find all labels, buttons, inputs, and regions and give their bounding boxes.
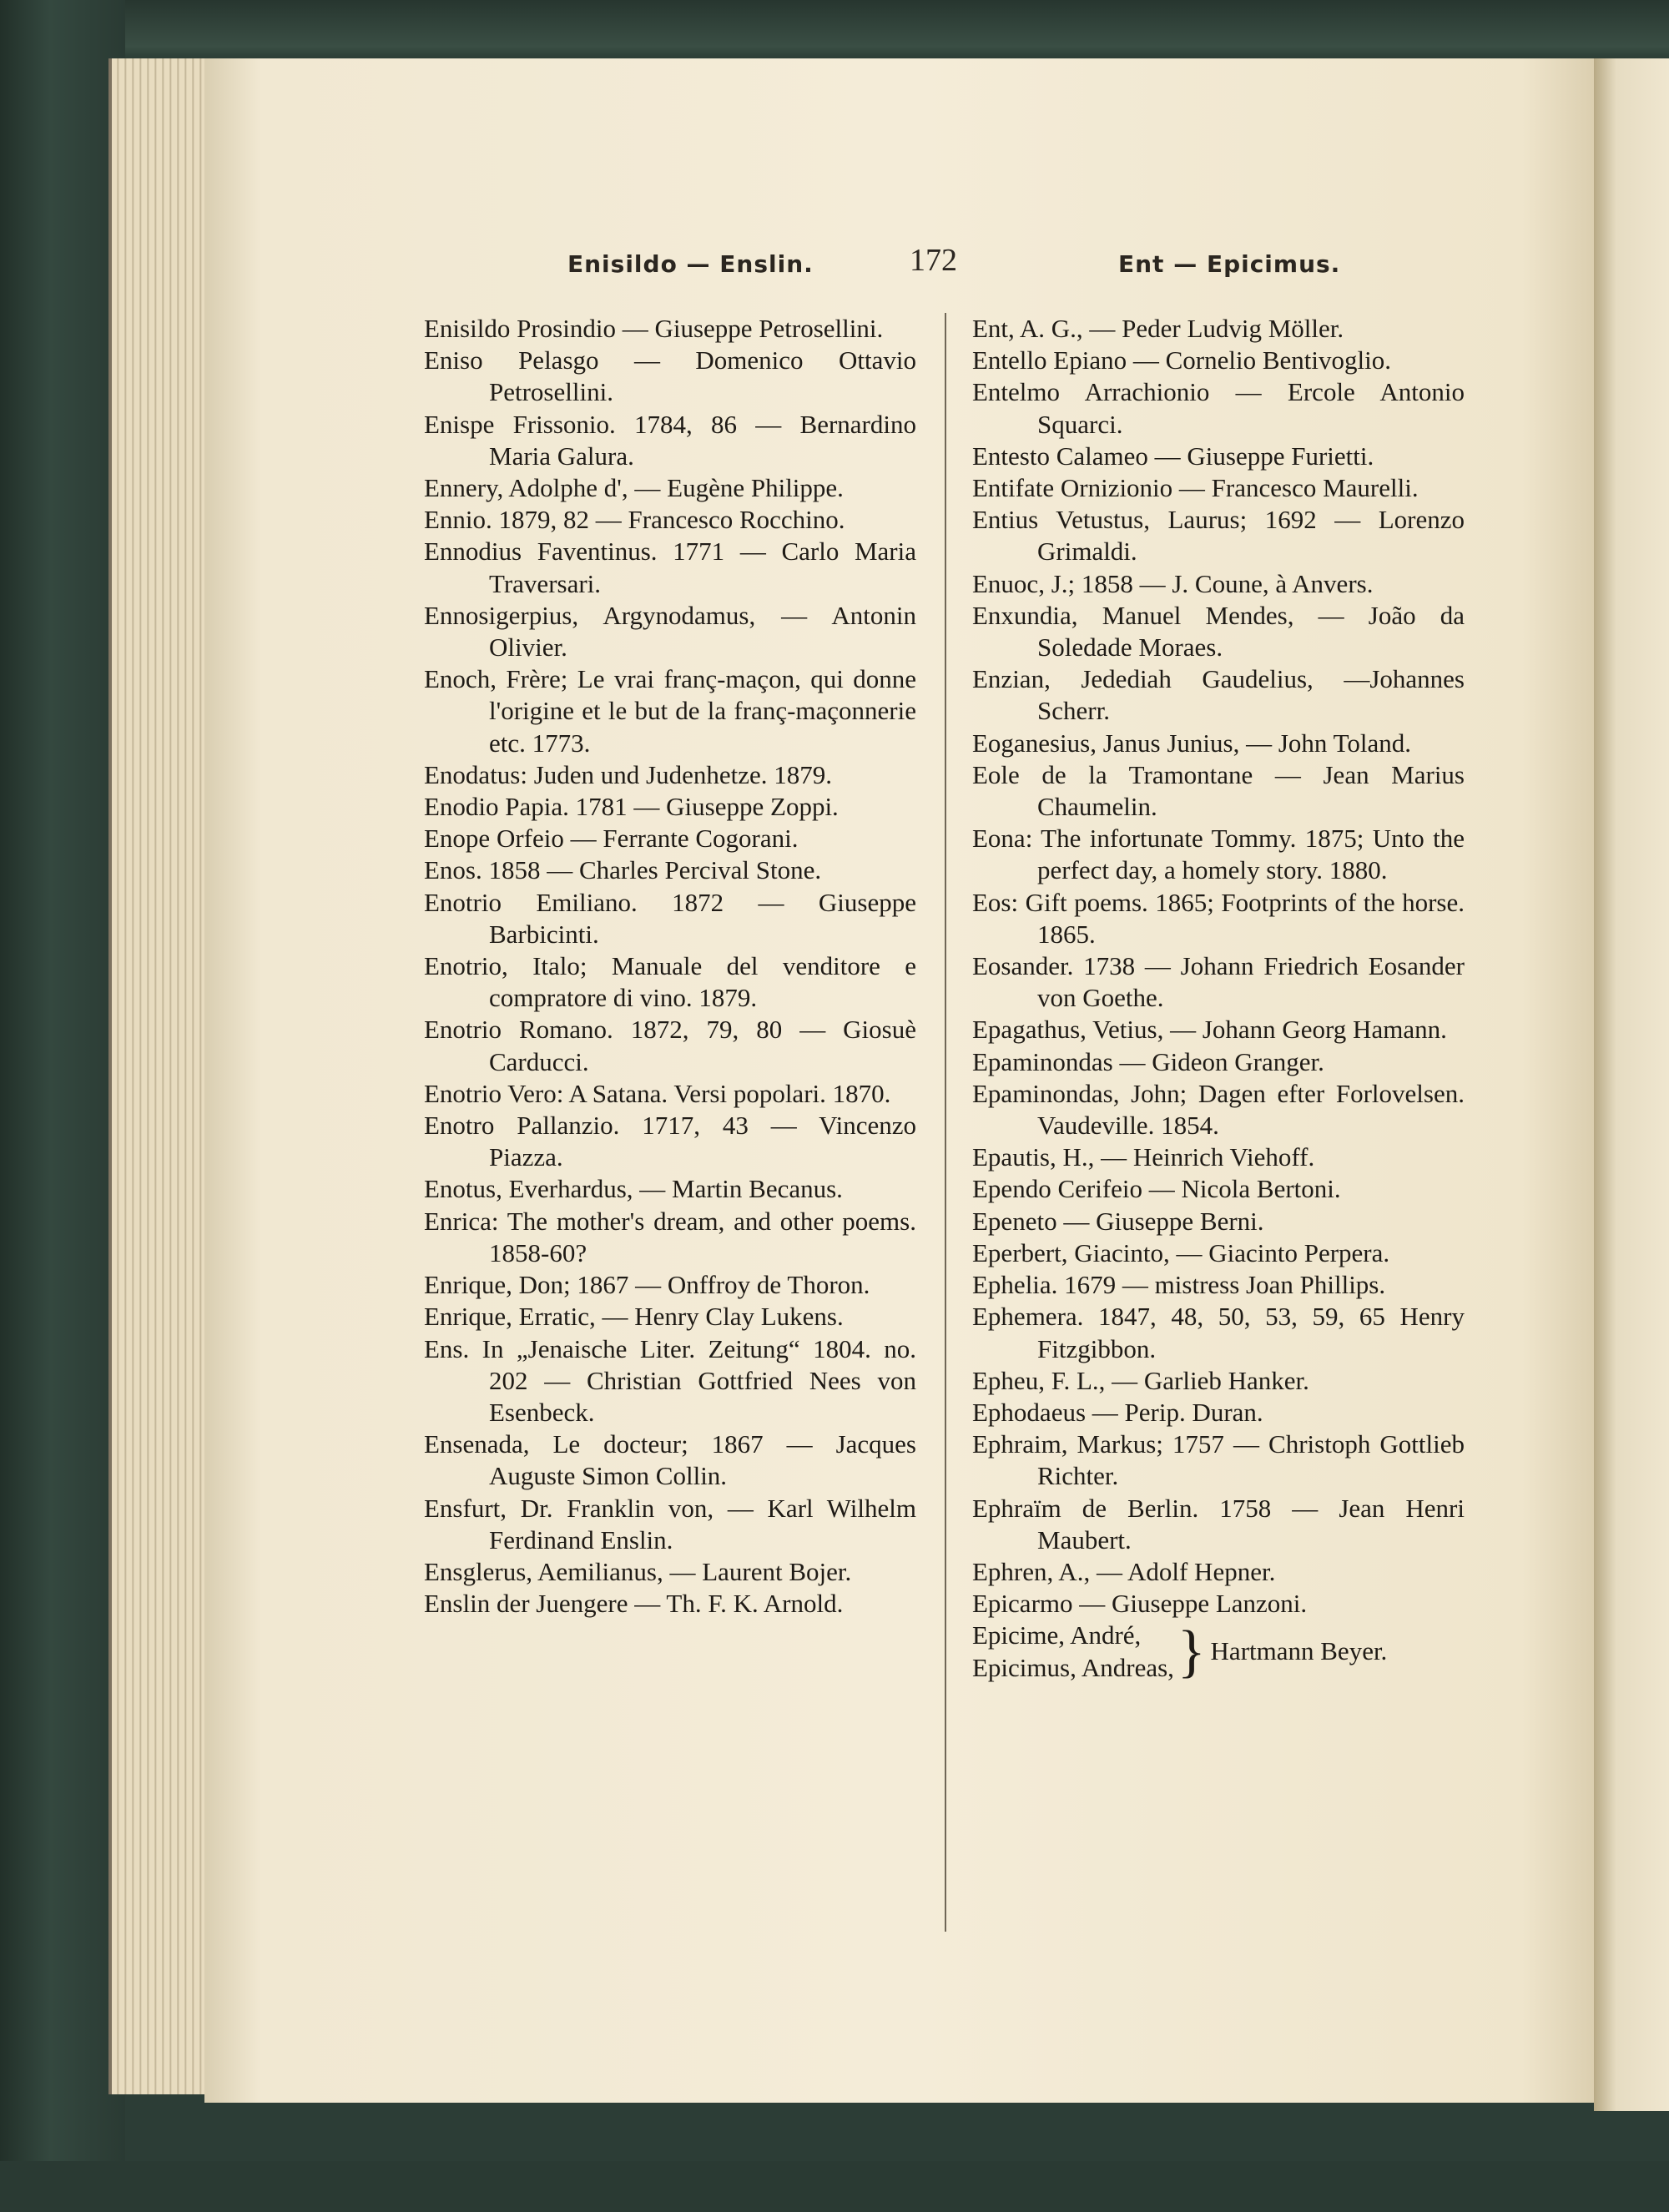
index-entry: Ephraïm de Berlin. 1758 — Jean Henri Maubert.	[972, 1493, 1465, 1554]
index-entry: Enrica: The mother's dream, and other poems. 1858-60?	[424, 1206, 916, 1267]
index-entry: Ensenada, Le docteur; 1867 — Jacques Auguste Simon Collin.	[424, 1429, 916, 1491]
index-entry: Epaminondas — Gideon Granger.	[972, 1046, 1324, 1076]
index-entry: Enispe Frissonio. 1784, 86 — Bernardino Maria Galura.	[424, 409, 916, 471]
index-entry: Epaminondas, John; Dagen efter Forlovelsen. Vaudeville. 1854.	[972, 1078, 1465, 1141]
index-entry: Ependo Cerifeio — Nicola Bertoni.	[972, 1174, 1341, 1204]
index-entry: Ent, A. G., — Peder Ludvig Möller.	[972, 314, 1344, 343]
book-cover-top	[0, 0, 1669, 58]
index-entry: Epautis, H., — Heinrich Viehoff.	[972, 1142, 1315, 1172]
index-entry: Eosander. 1738 — Johann Friedrich Eosander von Goethe.	[972, 951, 1465, 1013]
index-entry: Ephren, A., — Adolf Hepner.	[972, 1556, 1276, 1586]
pseudonym-entry: Epicimus, Andreas,	[972, 1652, 1174, 1682]
index-entry: Entello Epiano — Cornelio Bentivoglio.	[972, 345, 1391, 375]
index-entry: Enzian, Jedediah Gaudelius, —Johannes Scherr.	[972, 664, 1465, 726]
book-cover-left	[0, 0, 125, 2212]
index-entry: Entelmo Arrachionio — Ercole Antonio Squarci.	[972, 377, 1465, 439]
index-entry: Eona: The infortunate Tommy. 1875; Unto the perfect day, a homely story. 1880.	[972, 824, 1465, 885]
index-entry: Enisildo Prosindio — Giuseppe Petrosellini.	[424, 314, 884, 343]
author-name: Hartmann Beyer.	[1210, 1636, 1388, 1666]
index-entry: Enodio Papia. 1781 — Giuseppe Zoppi.	[424, 792, 839, 822]
index-entry: Enotrio, Italo; Manuale del venditore e compratore di vino. 1879.	[424, 951, 916, 1013]
index-entry: Enxundia, Manuel Mendes, — João da Soledade Moraes.	[972, 600, 1465, 663]
page-number: 172	[910, 243, 957, 278]
index-entry: Eos: Gift poems. 1865; Footprints of the horse. 1865.	[972, 887, 1465, 949]
index-entry: Entius Vetustus, Laurus; 1692 — Lorenzo Grimaldi.	[972, 505, 1465, 567]
final-entry-group	[972, 1620, 1465, 1683]
index-entry: Ennio. 1879, 82 — Francesco Rocchino.	[424, 505, 845, 535]
right-column	[972, 313, 1465, 1684]
left-column	[424, 313, 916, 1620]
index-entry: Ephodaeus — Perip. Duran.	[972, 1397, 1263, 1427]
index-entry: Ennosigerpius, Argynodamus, — Antonin Olivier.	[424, 600, 916, 663]
index-entry: Enotrio Romano. 1872, 79, 80 — Giosuè Carducci.	[424, 1015, 916, 1076]
index-entry: Epagathus, Vetius, — Johann Georg Hamann.	[972, 1015, 1447, 1045]
index-entry: Enuoc, J.; 1858 — J. Coune, à Anvers.	[972, 568, 1374, 598]
index-entry: Epheu, F. L., — Garlieb Hanker.	[972, 1365, 1309, 1395]
index-entry: Entesto Calameo — Giuseppe Furietti.	[972, 441, 1374, 471]
index-entry: Enope Orfeio — Ferrante Cogorani.	[424, 824, 799, 854]
index-entry: Enotrio Vero: A Satana. Versi popolari. 1870.	[424, 1078, 891, 1108]
index-entry: Ephelia. 1679 — mistress Joan Phillips.	[972, 1270, 1386, 1300]
facing-page-edge	[1594, 58, 1669, 2111]
index-entry: Enoch, Frère; Le vrai franç-maçon, qui donne l'origine et le but de la franç-maçonnerie etc. 1773.	[424, 664, 916, 758]
index-entry: Ennery, Adolphe d', — Eugène Philippe.	[424, 473, 844, 503]
page-edges	[108, 58, 220, 2094]
index-entry: Eole de la Tramontane — Jean Marius Chaumelin.	[972, 759, 1465, 822]
index-entry: Eoganesius, Janus Junius, — John Toland.	[972, 728, 1411, 758]
index-entry: Enos. 1858 — Charles Percival Stone.	[424, 855, 822, 885]
index-entry: Enslin der Juengere — Th. F. K. Arnold.	[424, 1589, 844, 1619]
index-entry: Enotus, Everhardus, — Martin Becanus.	[424, 1174, 843, 1204]
brace-glyph: }	[1177, 1619, 1206, 1684]
running-head-right: Ent — Epicimus.	[1118, 250, 1341, 278]
index-entry: Enrique, Erratic, — Henry Clay Lukens.	[424, 1302, 844, 1332]
index-entry: Ephemera. 1847, 48, 50, 53, 59, 65 Henry Fitzgibbon.	[972, 1302, 1465, 1363]
pseudonym-entry: Epicime, André,	[972, 1620, 1142, 1650]
index-entry: Ennodius Faventinus. 1771 — Carlo Maria Traversari.	[424, 537, 916, 598]
index-entry: Ens. In „Jenaische Liter. Zeitung“ 1804. no. 202 — Christian Gottfried Nees von Esenbeck.	[424, 1333, 916, 1427]
index-entry: Ensfurt, Dr. Franklin von, — Karl Wilhelm Ferdinand Enslin.	[424, 1493, 916, 1554]
index-entry: Epeneto — Giuseppe Berni.	[972, 1206, 1264, 1236]
index-entry: Enotro Pallanzio. 1717, 43 — Vincenzo Piazza.	[424, 1111, 916, 1172]
index-entry: Enodatus: Juden und Judenhetze. 1879.	[424, 759, 833, 789]
running-head-left: Enisildo — Enslin.	[567, 250, 814, 278]
book-cover-bottom	[0, 2161, 1669, 2212]
index-entry: Ephraim, Markus; 1757 — Christoph Gottlieb Richter.	[972, 1429, 1465, 1491]
index-entry: Enrique, Don; 1867 — Onffroy de Thoron.	[424, 1270, 870, 1300]
index-entry: Entifate Ornizionio — Francesco Maurelli.	[972, 473, 1419, 503]
column-divider	[945, 313, 946, 1932]
index-entry: Epicarmo — Giuseppe Lanzoni.	[972, 1589, 1308, 1619]
index-entry: Ensglerus, Aemilianus, — Laurent Bojer.	[424, 1556, 852, 1586]
index-entry: Eniso Pelasgo — Domenico Ottavio Petrosellini.	[424, 345, 916, 407]
index-entry: Eperbert, Giacinto, — Giacinto Perpera.	[972, 1237, 1390, 1267]
index-entry: Enotrio Emiliano. 1872 — Giuseppe Barbicinti.	[424, 887, 916, 949]
